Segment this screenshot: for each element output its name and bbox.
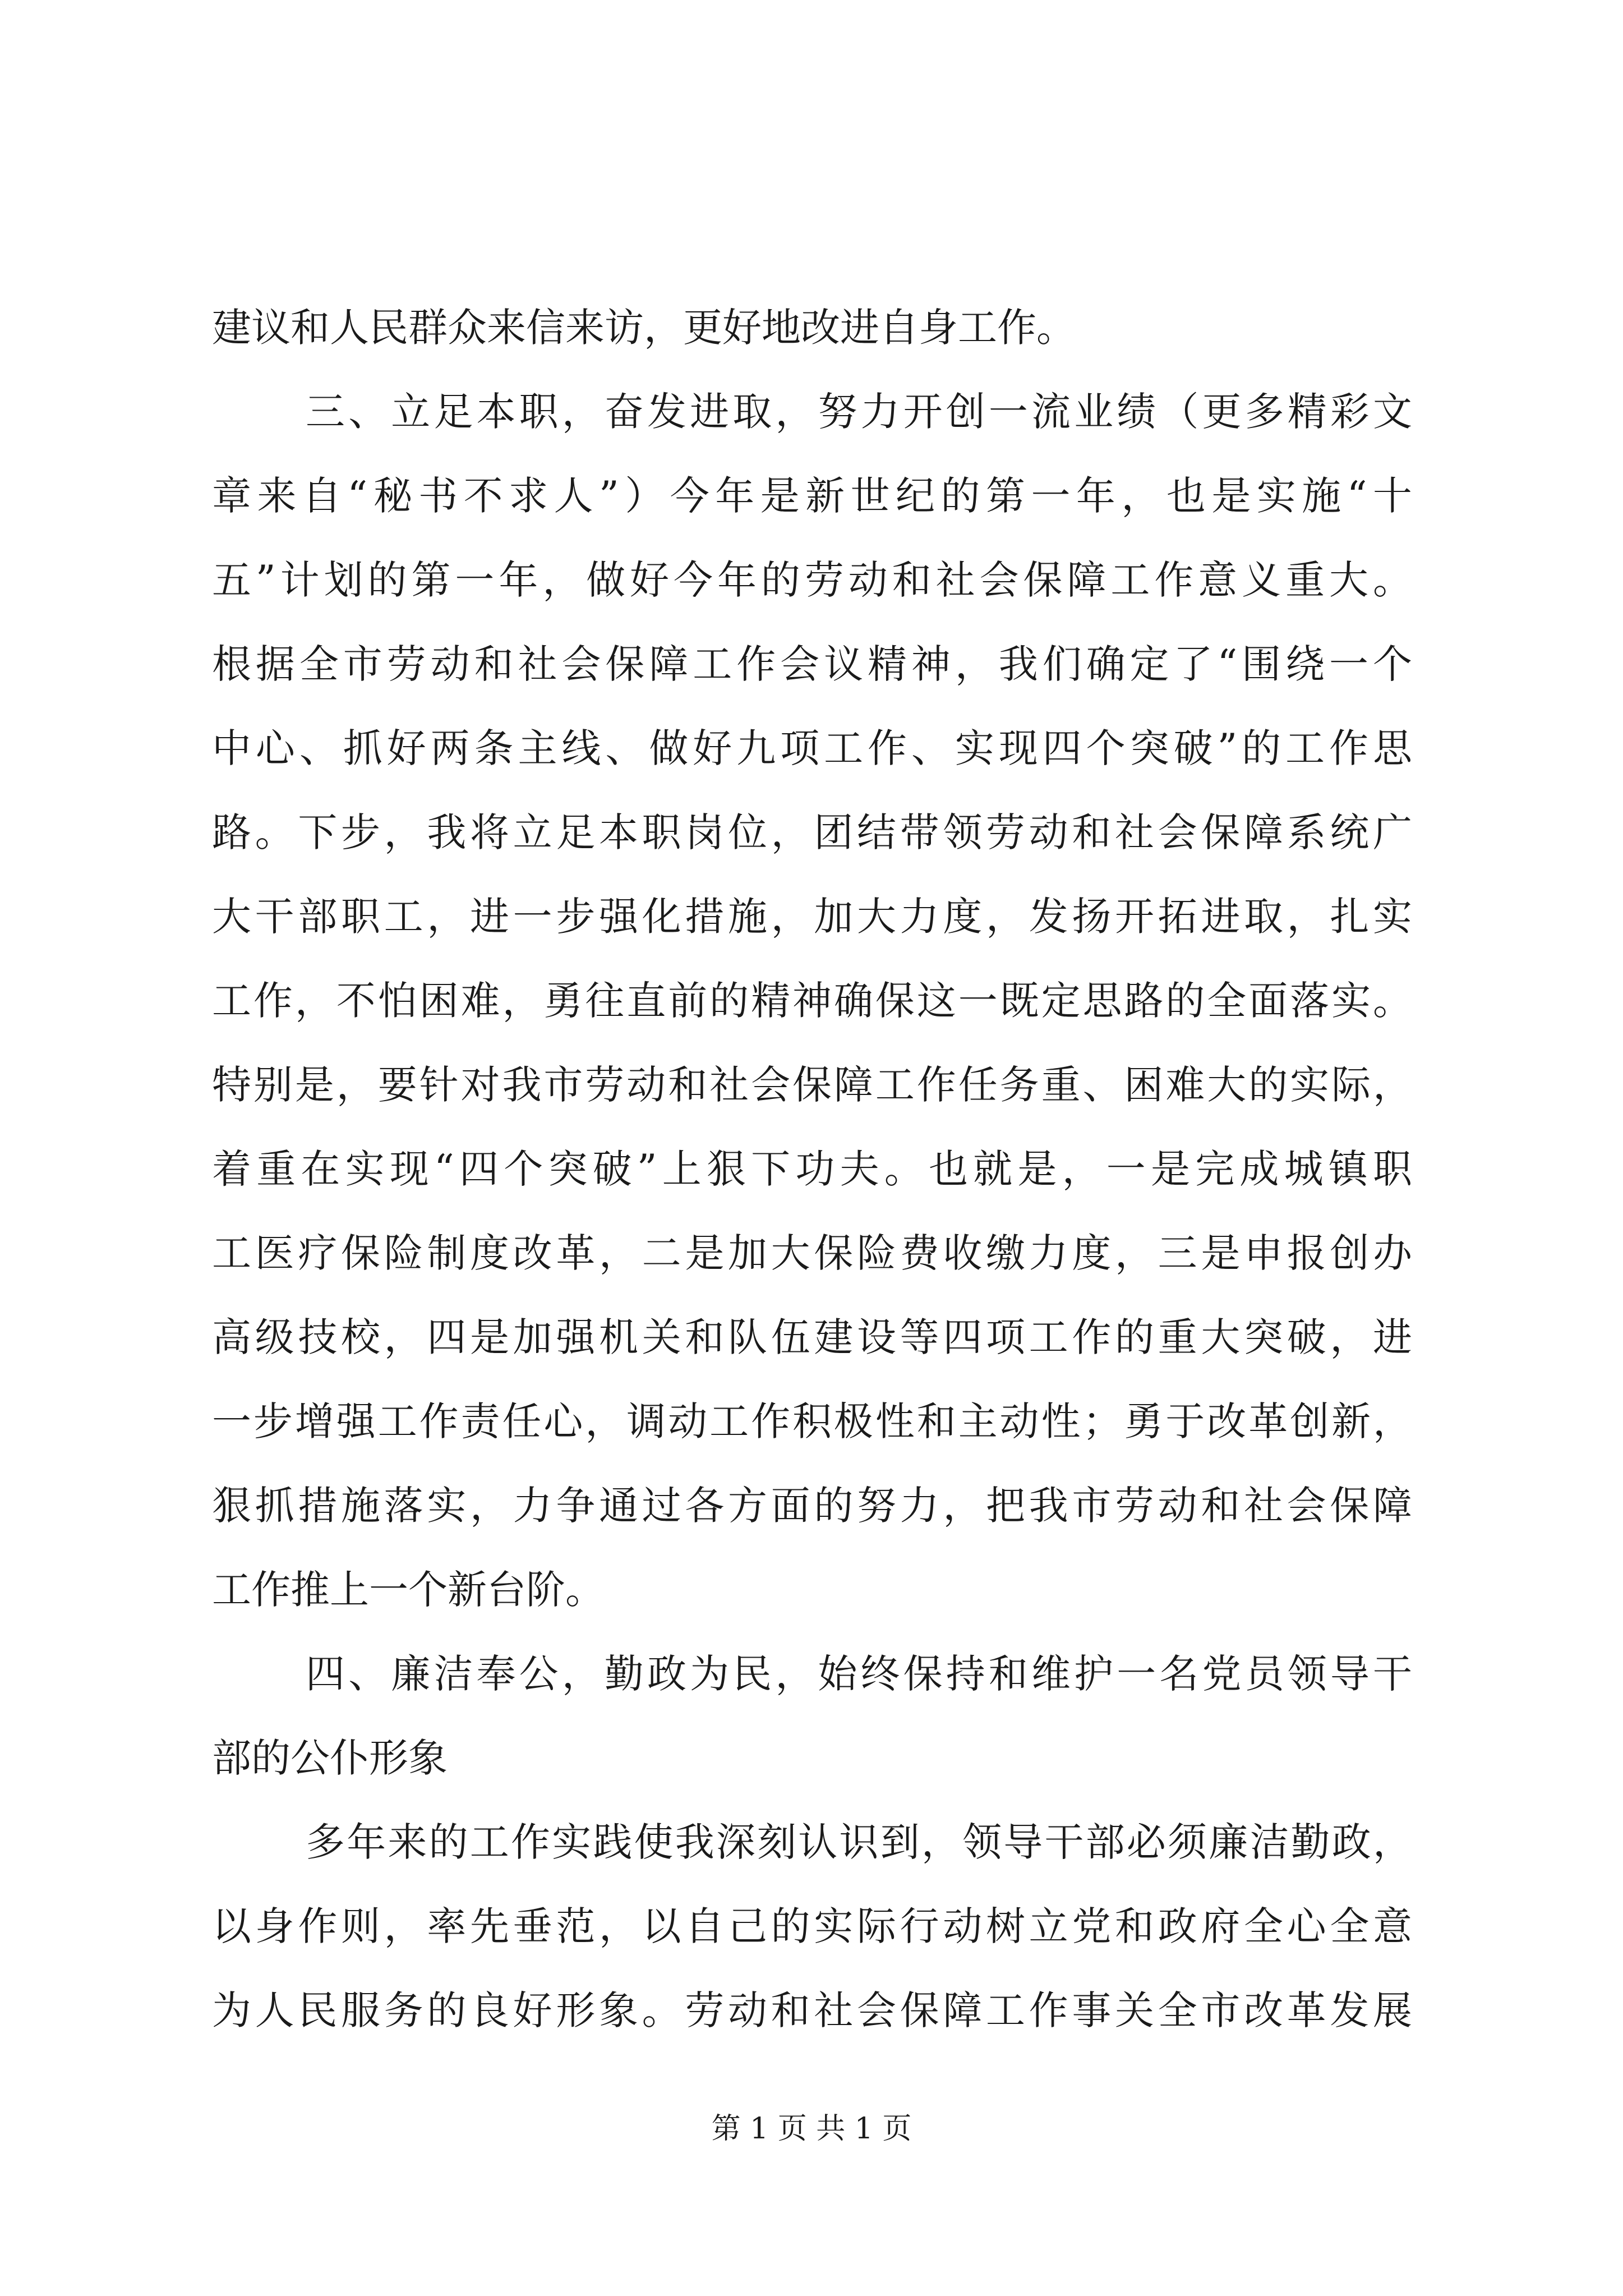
body-text-line: 章来自“秘书不求人”）今年是新世纪的第一年，也是实施“十 [212, 473, 1412, 519]
section-heading-4-continued: 部的公仆形象 [212, 1735, 448, 1781]
body-text-line: 路。下步，我将立足本职岗位，团结带领劳动和社会保障系统广 [212, 809, 1412, 855]
body-text-line: 大干部职工，进一步强化措施，加大力度，发扬开拓进取，扎实 [212, 894, 1412, 940]
page-footer: 第 1 页 共 1 页 [711, 2112, 912, 2146]
body-text-line: 工作，不怕困难，勇往直前的精神确保这一既定思路的全面落实。 [212, 978, 1412, 1024]
body-text-line: 高级技校，四是加强机关和队伍建设等四项工作的重大突破，进 [212, 1314, 1412, 1360]
body-text-line: 狠抓措施落实，力争通过各方面的努力，把我市劳动和社会保障 [212, 1483, 1412, 1529]
body-text-line: 为人民服务的良好形象。劳动和社会保障工作事关全市改革发展 [212, 1987, 1412, 2033]
body-text-line: 特别是，要针对我市劳动和社会保障工作任务重、困难大的实际， [212, 1062, 1412, 1108]
section-heading-3: 三、立足本职，奋发进取，努力开创一流业绩（更多精彩文 [306, 389, 1412, 435]
section-heading-4: 四、廉洁奉公，勤政为民，始终保持和维护一名党员领导干 [306, 1651, 1412, 1697]
body-text-line: 五”计划的第一年，做好今年的劳动和社会保障工作意义重大。 [212, 557, 1412, 603]
body-text-line: 一步增强工作责任心，调动工作积极性和主动性；勇于改革创新， [212, 1398, 1412, 1444]
body-text-line: 根据全市劳动和社会保障工作会议精神，我们确定了“围绕一个 [212, 641, 1412, 687]
body-text-line: 着重在实现“四个突破”上狠下功夫。也就是，一是完成城镇职 [212, 1146, 1412, 1192]
body-text-line: 建议和人民群众来信来访，更好地改进自身工作。 [212, 305, 1076, 351]
body-text-line: 工作推上一个新台阶。 [212, 1567, 605, 1613]
body-text-line: 多年来的工作实践使我深刻认识到，领导干部必须廉洁勤政， [306, 1819, 1412, 1865]
body-text-line: 工医疗保险制度改革，二是加大保险费收缴力度，三是申报创办 [212, 1230, 1412, 1276]
body-text-line: 以身作则，率先垂范，以自己的实际行动树立党和政府全心全意 [212, 1903, 1412, 1949]
body-text-line: 中心、抓好两条主线、做好九项工作、实现四个突破”的工作思 [212, 725, 1412, 771]
